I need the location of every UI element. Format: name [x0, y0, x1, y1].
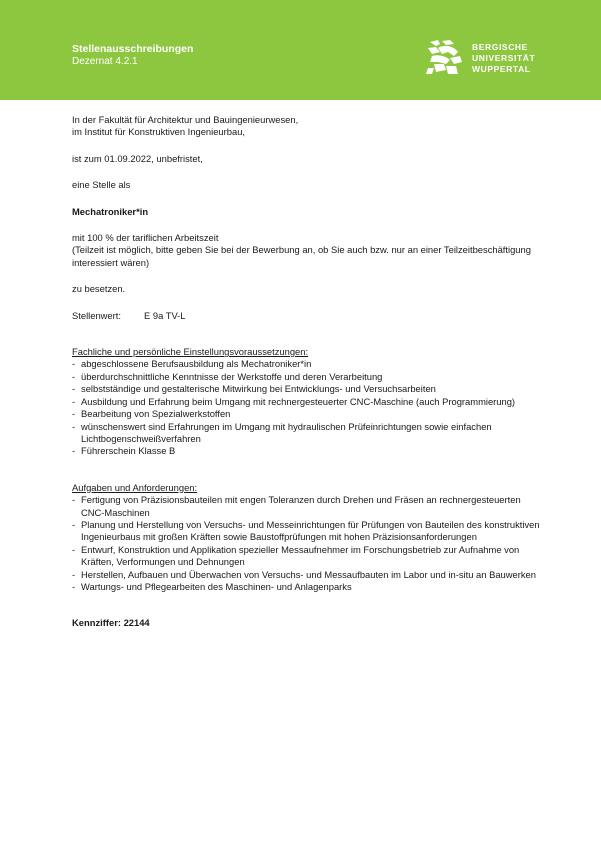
pay-grade-label: Stellenwert:	[72, 309, 121, 321]
position-title: Mechatroniker*in	[72, 205, 149, 217]
pay-grade-value: E 9a TV-L	[144, 309, 186, 321]
start-date: ist zum 01.09.2022, unbefristet,	[72, 152, 203, 164]
tasks-heading: Aufgaben und Anforderungen:	[72, 481, 198, 493]
list-item: - Bearbeitung von Spezialwerkstoffen	[72, 408, 542, 420]
lion-crest-icon	[424, 38, 466, 78]
header-title: Stellenausschreibungen	[72, 43, 194, 55]
list-item: - Entwurf, Konstruktion und Applikation spezieller Messaufnehmer im Forschungsbetrieb zur Aufnahme von Kräften, Verformungen und Dehnungen	[72, 544, 542, 569]
position-intro: eine Stelle als	[72, 179, 131, 191]
list-item: - abgeschlossene Berufsausbildung als Mechatroniker*in	[72, 358, 542, 370]
pay-grade-row	[72, 310, 542, 322]
intro-faculty: In der Fakultät für Architektur und Bauingenieurwesen,	[72, 114, 299, 125]
list-item: - Führerschein Klasse B	[72, 445, 542, 457]
page-header	[0, 0, 601, 100]
list-item: - Herstellen, Aufbauen und Überwachen von Versuchs- und Messaufbauten im Labor und in-situ an Bauwerken	[72, 569, 542, 581]
working-hours: mit 100 % der tariflichen Arbeitszeit	[72, 232, 219, 244]
part-time-note: (Teilzeit ist möglich, bitte geben Sie bei der Bewerbung an, ob Sie auch bzw. nur an einer Teilzeitbeschäftigung interessiert wären)	[72, 244, 531, 268]
intro-institute: im Institut für Konstruktiven Ingenieurbau,	[72, 126, 246, 138]
header-subtitle: Dezernat 4.2.1	[72, 56, 138, 67]
requirements-heading: Fachliche und persönliche Einstellungsvoraussetzungen:	[72, 346, 309, 358]
job-posting-body	[72, 114, 542, 630]
tasks-list	[72, 494, 542, 593]
requirements-list	[72, 358, 542, 457]
logo-line-3: WUPPERTAL	[472, 64, 531, 74]
list-item: - überdurchschnittliche Kenntnisse der Werkstoffe und deren Verarbeitung	[72, 371, 542, 383]
to-be-filled: zu besetzen.	[72, 283, 126, 295]
list-item: - Fertigung von Präzisionsbauteilen mit engen Toleranzen durch Drehen und Fräsen an rechnergesteuerten CNC-Maschinen	[72, 494, 542, 519]
reference-label: Kennziffer:	[72, 617, 121, 629]
list-item: - selbstständige und gestalterische Mitwirkung bei Entwicklungs- und Versuchsarbeiten	[72, 383, 542, 395]
list-item: - wünschenswert sind Erfahrungen im Umgang mit hydraulischen Prüfeinrichtungen sowie einfachen Lichtbogenschweißverfahren	[72, 421, 542, 446]
reference-value: 22144	[123, 617, 150, 629]
logo-line-1: BERGISCHE	[472, 42, 528, 52]
university-logo	[424, 38, 544, 80]
list-item: - Ausbildung und Erfahrung beim Umgang mit rechnergesteuerter CNC-Maschine (auch Programmierung)	[72, 396, 542, 408]
logo-line-2: UNIVERSITÄT	[472, 53, 536, 63]
reference-number	[72, 617, 542, 629]
list-item: - Wartungs- und Pflegearbeiten des Maschinen- und Anlagenparks	[72, 581, 542, 593]
list-item: - Planung und Herstellung von Versuchs- und Messeinrichtungen für Prüfungen von Bauteilen des konstruktiven Ingenieurbaus mit großen Kräften sowie Baustoffprüfungen mit hohen Präzisionsanforderungen	[72, 519, 542, 544]
